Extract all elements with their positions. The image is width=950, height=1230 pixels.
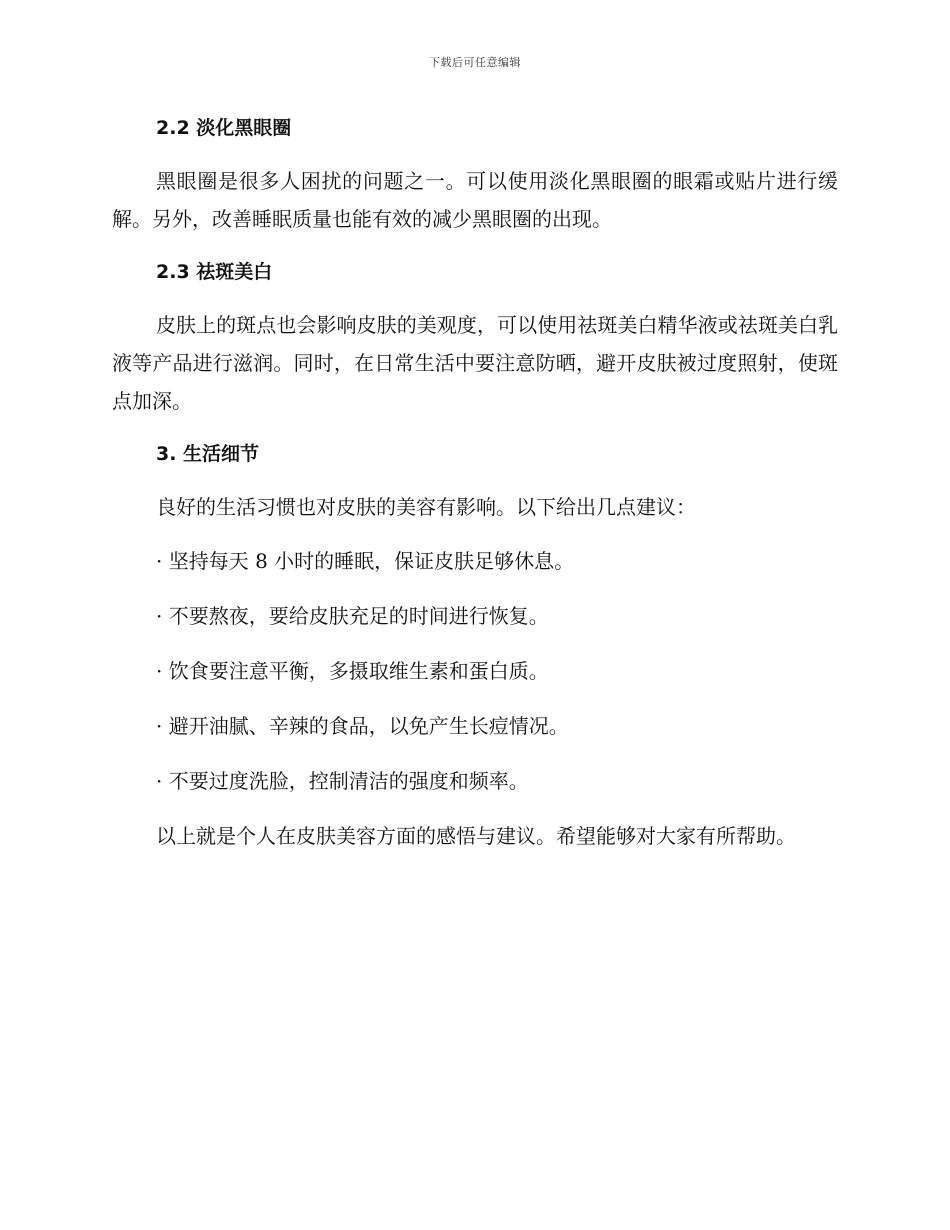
section-intro-3: 良好的生活习惯也对皮肤的美容有影响。以下给出几点建议：	[156, 495, 696, 519]
section-paragraph-2-3: 皮肤上的斑点也会影响皮肤的美观度，可以使用祛斑美白精华液或祛斑美白乳液等产品进行滋润。同时，在日常生活中要注意防晒，避开皮肤被过度照射，使斑点加深。	[112, 313, 838, 413]
list-item: · 坚持每天 8 小时的睡眠，保证皮肤足够休息。	[156, 549, 575, 573]
list-item: · 饮食要注意平衡，多摄取维生素和蛋白质。	[156, 659, 549, 683]
list-item: · 避开油腻、辛辣的食品，以免产生长痘情况。	[156, 714, 569, 738]
list-item: · 不要熬夜，要给皮肤充足的时间进行恢复。	[156, 604, 549, 628]
section-heading-2-3: 2.3 祛斑美白	[156, 261, 273, 283]
section-heading-2-2: 2.2 淡化黑眼圈	[156, 117, 292, 139]
section-paragraph-2-2: 黑眼圈是很多人困扰的问题之一。可以使用淡化黑眼圈的眼霜或贴片进行缓解。另外，改善睡眠质量也能有效的减少黑眼圈的出现。	[112, 169, 838, 231]
section-heading-3: 3. 生活细节	[156, 443, 260, 465]
document-content	[112, 110, 838, 855]
list-item: · 不要过度洗脸，控制清洁的强度和频率。	[156, 769, 529, 793]
page-header: 下载后可任意编辑	[429, 56, 521, 69]
closing-paragraph: 以上就是个人在皮肤美容方面的感悟与建议。希望能够对大家有所帮助。	[156, 824, 796, 848]
